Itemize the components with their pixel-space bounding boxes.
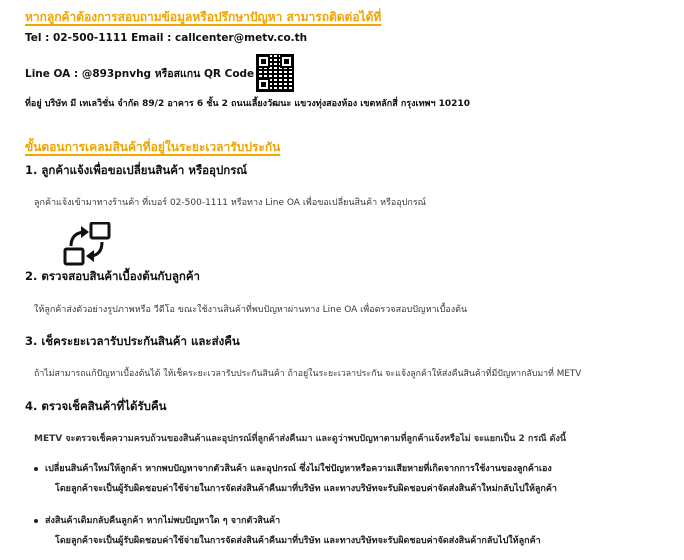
bullet-dot	[34, 467, 38, 471]
step-2-text: ให้ลูกค้าส่งตัวอย่างรูปภาพหรือ วีดีโอ ขณะใช้งานสินค้าที่พบปัญหาผ่านทาง Line OA เพื่อตรวจสอบปัญหาเบื้องต้น	[34, 305, 468, 315]
qr-finder	[280, 55, 293, 68]
line-oa-text: Line OA : @893pnvhg หรือสแกน QR Code	[25, 68, 255, 80]
case-1-line-1: เปลี่ยนสินค้าใหม่ให้ลูกค้า หากพบปัญหาจากตัวสินค้า และอุปกรณ์ ซึ่งไม่ใช่ปัญหาหรือความเสียหายที่เกิดจากการใช้งานของลูกค้าเอง	[45, 464, 552, 474]
address-text: ที่อยู่ บริษัท มี เทเลวิชั่น จำกัด 89/2 อาคาร 6 ชั้น 2 ถนนเลี้ยงวัฒนะ แขวงทุ่งสองห้อง เขตหลักสี่ กรุงเทพฯ 10210	[25, 99, 470, 109]
qr-finder	[257, 55, 270, 68]
step-4-text: METV จะตรวจเช็คความครบถ้วนของสินค้าและอุปกรณ์ที่ลูกค้าส่งคืนมา และดูว่าพบปัญหาตามที่ลูกค้าแจ้งหรือไม่ จะแยกเป็น 2 กรณี ดังนี้	[34, 434, 567, 444]
qr-finder	[257, 78, 270, 91]
step-2-title: 2. ตรวจสอบสินค้าเบื้องต้นกับลูกค้า	[25, 269, 200, 283]
step-3-title: 3. เช็คระยะเวลารับประกันสินค้า และส่งคืน	[25, 334, 240, 348]
case-2-line-2: โดยลูกค้าจะเป็นผู้รับผิดชอบค่าใช้จ่ายในการจัดส่งสินค้าคืนมาที่บริษัท และทางบริษัทจะรับผิดชอบค่าจัดส่งสินค้ากลับไปให้ลูกค้า	[55, 536, 541, 546]
step-1-title: 1. ลูกค้าแจ้งเพื่อขอเปลี่ยนสินค้า หรืออุปกรณ์	[25, 163, 248, 177]
case-2-line-1: ส่งสินค้าเดิมกลับคืนลูกค้า หากไม่พบปัญหาใด ๆ จากตัวสินค้า	[45, 516, 281, 526]
tel-email-line: Tel : 02-500-1111 Email : callcenter@metv.co.th	[25, 32, 308, 44]
contact-heading: หากลูกค้าต้องการสอบถามข้อมูลหรือปรึกษาปัญหา สามารถติดต่อได้ที่	[25, 10, 382, 24]
step-3-text: ถ้าไม่สามารถแก้ปัญหาเบื้องต้นได้ ให้เช็คระยะเวลารับประกันสินค้า ถ้าอยู่ในระยะเวลาประกัน จะแจ้งลูกค้าให้ส่งคืนสินค้าที่มีปัญหากลับมาที่ METV	[34, 369, 582, 379]
claims-heading: ขั้นตอนการเคลมสินค้าที่อยู่ในระยะเวลารับประกัน	[25, 140, 281, 154]
bullet-dot	[34, 519, 38, 523]
qr-code-icon[interactable]	[256, 54, 294, 92]
step-1-text: ลูกค้าแจ้งเข้ามาทางร้านค้า ที่เบอร์ 02-500-1111 หรือทาง Line OA เพื่อขอเปลี่ยนสินค้า หรืออุปกรณ์	[34, 198, 427, 208]
case-1-line-2: โดยลูกค้าจะเป็นผู้รับผิดชอบค่าใช้จ่ายในการจัดส่งสินค้าคืนมาที่บริษัท และทางบริษัทจะรับผิดชอบค่าจัดส่งสินค้าใหม่กลับไปให้ลูกค้า	[55, 484, 557, 494]
step-4-title: 4. ตรวจเช็คสินค้าที่ได้รับคืน	[25, 399, 167, 413]
exchange-icon	[62, 222, 114, 266]
